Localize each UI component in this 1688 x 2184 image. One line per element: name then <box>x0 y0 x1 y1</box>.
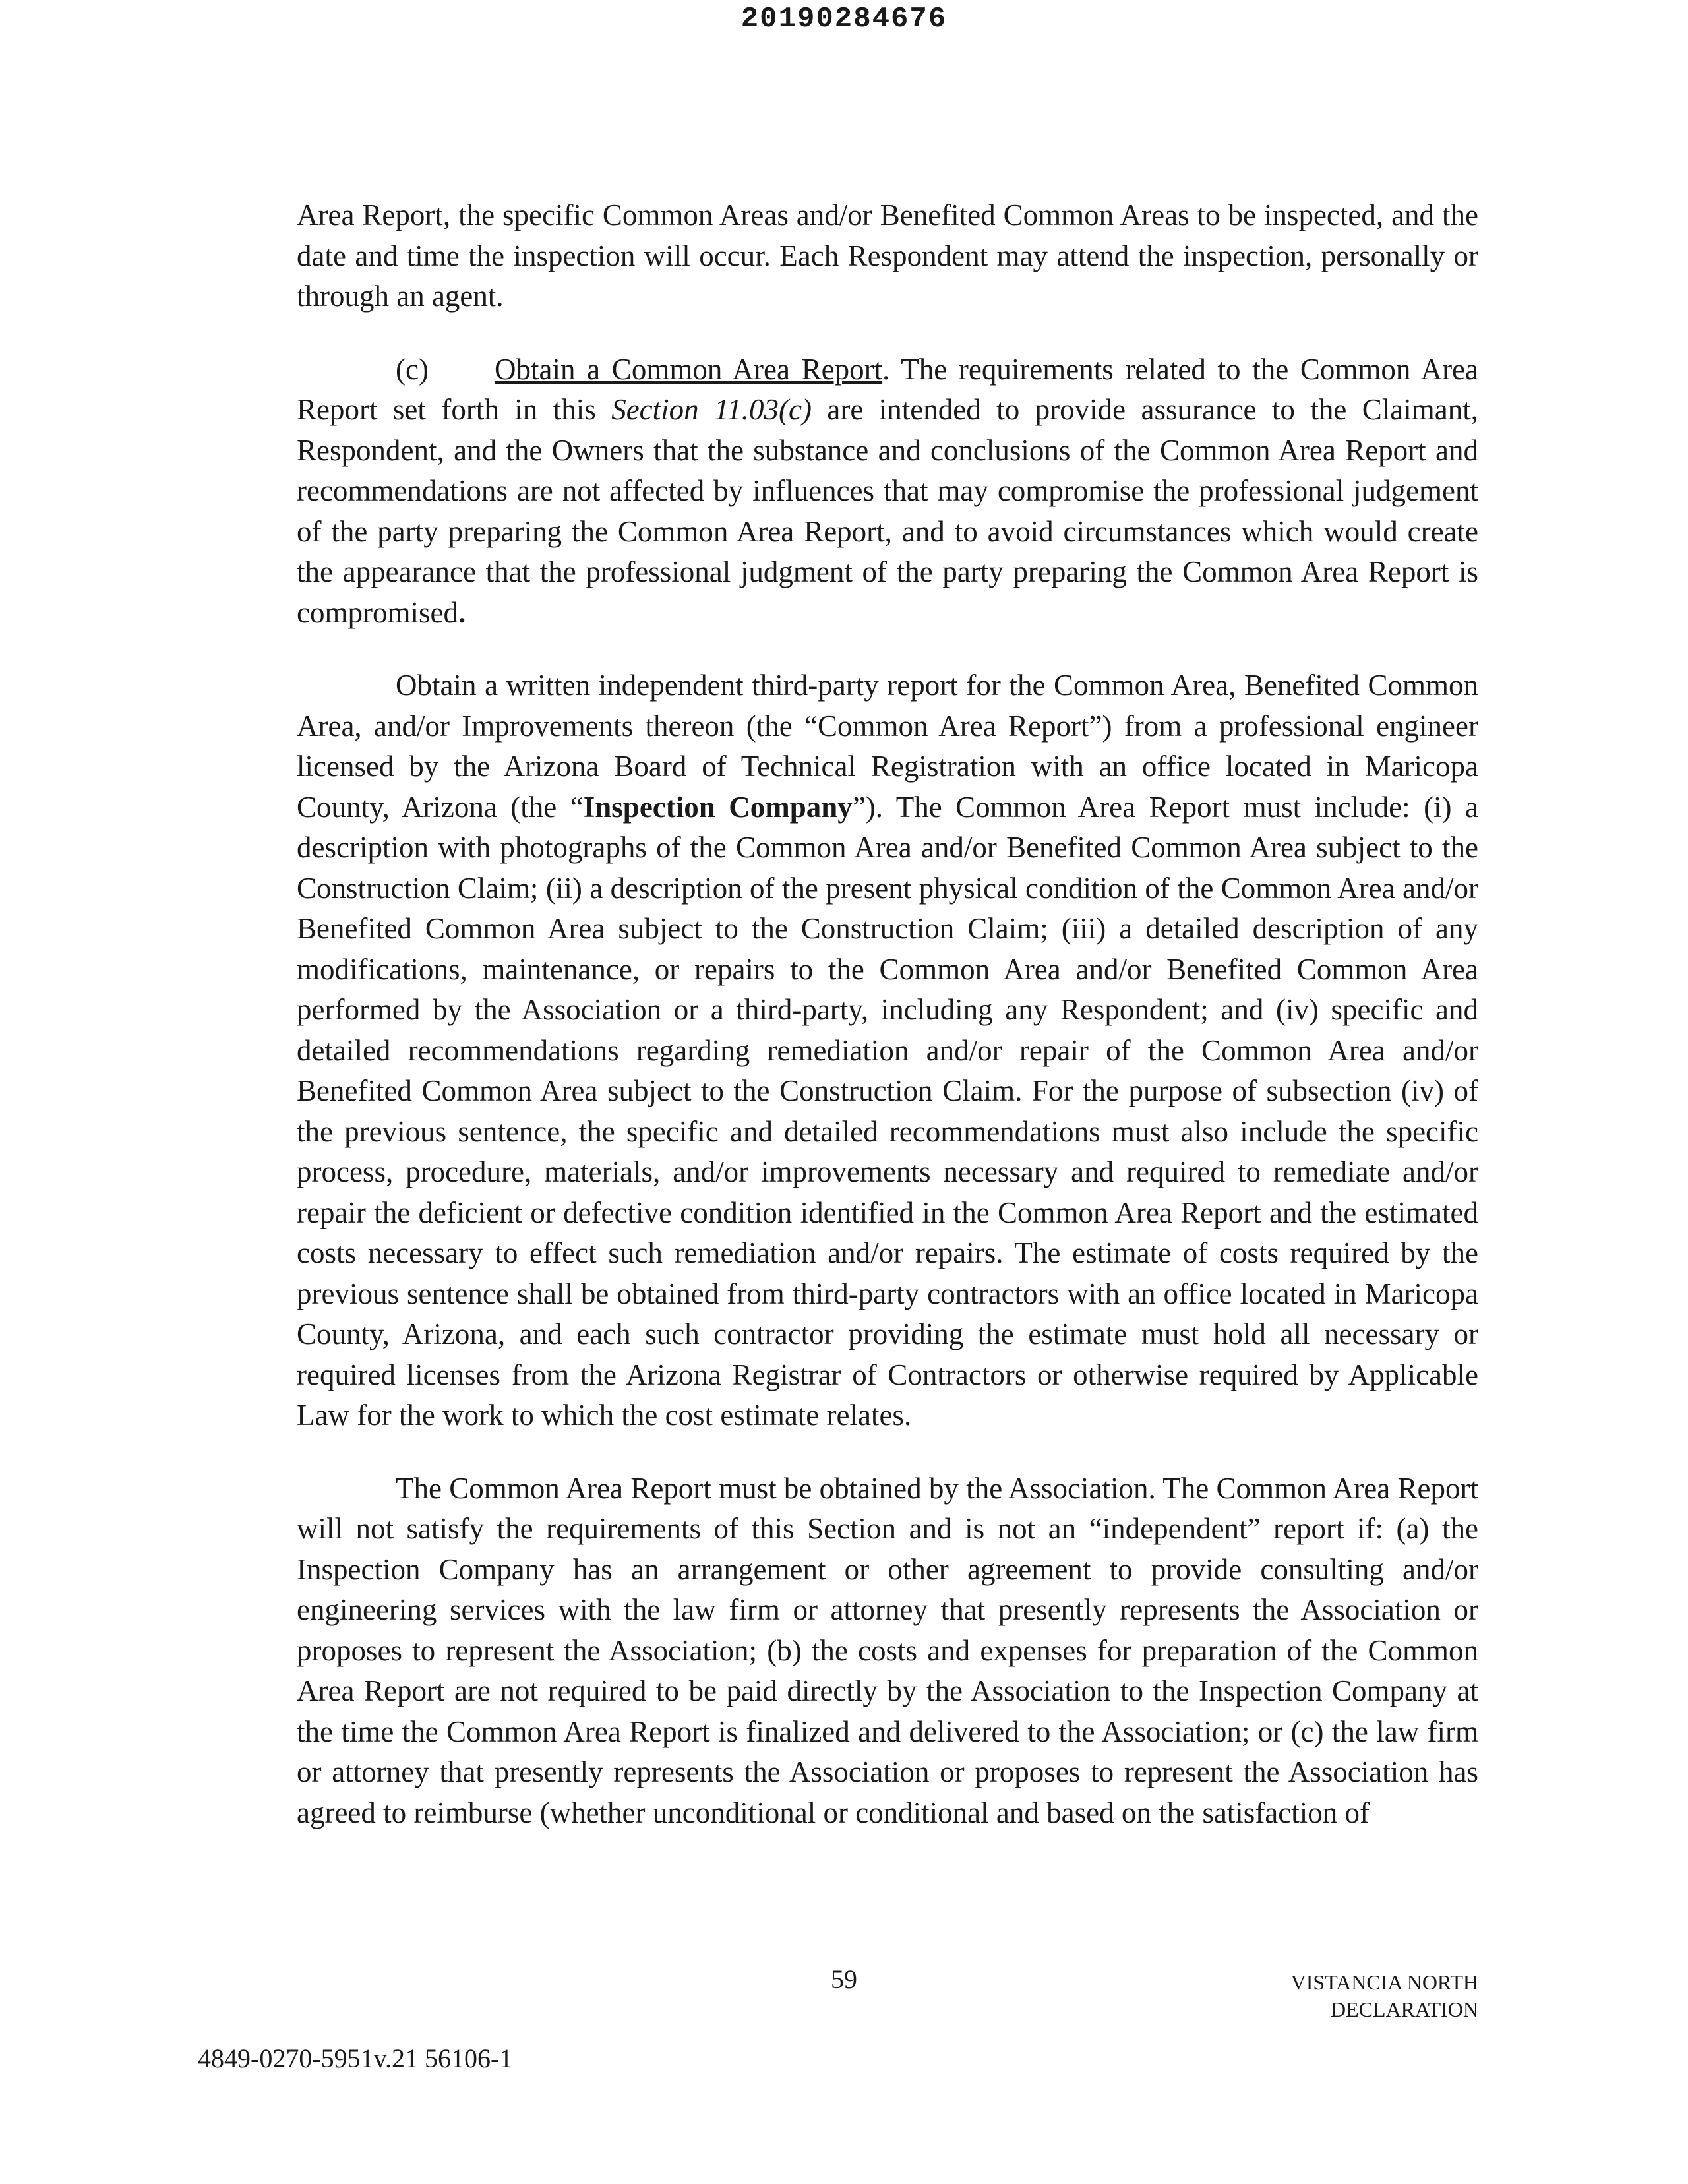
document-title-line: VISTANCIA NORTH <box>1290 1970 1478 1994</box>
subsection-heading: Obtain a Common Area Report <box>495 352 883 386</box>
page-number: 59 <box>831 1964 857 1994</box>
section-reference: Section 11.03(c) <box>611 393 812 426</box>
paragraph-text: . The requirements related to the Common Area Report set forth in this <box>297 352 1479 426</box>
paragraph-text: ”). The Common Area Report must include: (i) a description with photographs of the Common Area and/or Benefited Common Area subject to the Construction Claim; (ii) a description of the present physical condition of the Common Area and/or Benefited Common Area subject to the Construction Claim; (iii) a detailed description of any modifications, maintenance, or repairs to the Common Area and/or Benefited Common Area performed by the Association or a third-party, including any Respondent; and (iv) specific and detailed recommendations regarding remediation and/or repair of the Common Area and/or Benefited Common Area subject to the Construction Claim. For the purpose of subsection (iv) of the previous sentence, the specific and detailed recommendations must also include the specific process, procedure, materials, and/or improvements necessary and required to remediate and/or repair the deficient or defective condition identified in the Common Area Report and the estimated costs necessary to effect such remediation and/or repairs. The estimate of costs required by the previous sentence shall be obtained from third-party contractors with an office located in Maricopa County, Arizona, and each such contractor providing the estimate must hold all necessary or required licenses from the Arizona Registrar of Contractors or otherwise required by Applicable Law for the work to which the cost estimate relates. <box>297 790 1479 1432</box>
paragraph-independence: The Common Area Report must be obtained by the Association. The Common Area Report will not satisfy the requirements of this Section and is not an “independent” report if: (a) the Inspection Company has an arrangement or other agreement to provide consulting and/or engineering services with the law firm or attorney that presently represents the Association or proposes to represent the Association; (b) the costs and expenses for preparation of the Common Area Report are not required to be paid directly by the Association to the Inspection Company at the time the Common Area Report is finalized and delivered to the Association; or (c) the law firm or attorney that presently represents the Association or proposes to represent the Association has agreed to reimburse (whether unconditional or conditional and based on the satisfaction of <box>297 1471 1478 1829</box>
paragraph-text: are intended to provide assurance to the Claimant, Respondent, and the Owners that the substance and conclusions of the Common Area Report and recommendations are not affected by influences that may compromise the professional judgement of the party preparing the Common Area Report, and to avoid circumstances which would create the appearance that the professional judgment of the party preparing the Common Area Report is compromised <box>297 393 1478 629</box>
document-body <box>297 195 1478 1866</box>
paragraph-text: Obtain a written independent third-party report for the Common Area, Benefited Common Area, and/or Improvements thereon (the “Common Area Report”) from a professional engineer licensed by the Arizona Board of Technical Registration with an office located in Maricopa County, Arizona (the “ <box>297 669 1478 824</box>
paragraph-report-requirements <box>297 665 1478 1436</box>
defined-term: Inspection Company <box>583 790 853 824</box>
document-id: 4849-0270-5951v.21 56106-1 <box>198 2044 513 2073</box>
document-title-line: DECLARATION <box>1331 1997 1478 2021</box>
paragraph-end-mark: . <box>458 595 466 629</box>
paragraph-inspection-notice: Area Report, the specific Common Areas and/or Benefited Common Areas to be inspected, and the date and time the inspection will occur. Each Respondent may attend the inspection, personally or through an agent. <box>297 198 1478 313</box>
recording-number: 20190284676 <box>740 3 948 36</box>
subsection-label: (c) <box>396 352 429 386</box>
paragraph-obtain-report <box>297 349 1478 634</box>
document-title-footer <box>1291 1969 1478 2023</box>
